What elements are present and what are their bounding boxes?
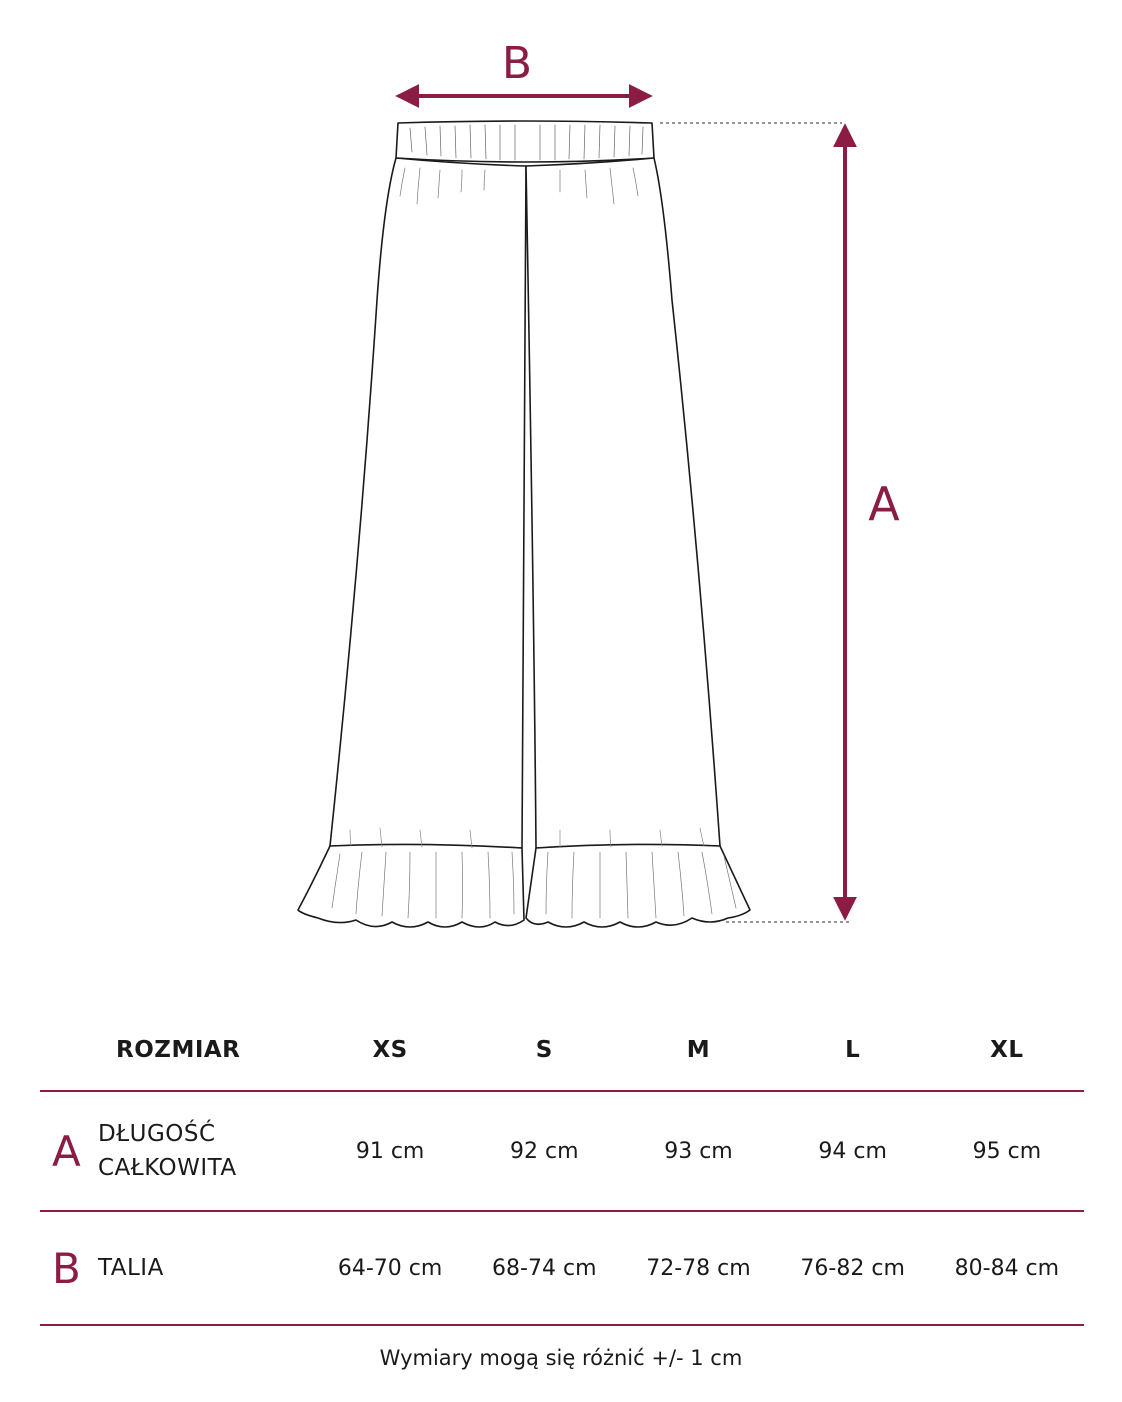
pants-sketch — [298, 121, 750, 927]
size-table — [40, 1010, 1084, 1326]
header-size-xs: XS — [372, 1037, 408, 1063]
row-label-line: CAŁKOWITA — [98, 1155, 237, 1181]
table-cell: 94 cm — [776, 1091, 930, 1211]
length-marker-label: A — [868, 477, 900, 531]
row-label-line: TALIA — [98, 1255, 164, 1281]
table-cell: 91 cm — [313, 1091, 467, 1211]
table-row — [40, 1091, 1084, 1211]
header-size-m: M — [686, 1037, 711, 1063]
row-label — [98, 1211, 313, 1325]
header-size-s: S — [535, 1037, 553, 1063]
table-cell: 80-84 cm — [930, 1211, 1084, 1325]
table-cell: 92 cm — [467, 1091, 621, 1211]
table-cell: 72-78 cm — [621, 1211, 775, 1325]
row-label-line: DŁUGOŚĆ — [98, 1121, 216, 1147]
row-letter: B — [40, 1211, 98, 1325]
table-bottom-rule — [40, 1325, 1084, 1326]
row-letter: A — [40, 1091, 98, 1211]
table-cell: 93 cm — [621, 1091, 775, 1211]
header-size-label: ROZMIAR — [116, 1037, 241, 1063]
header-size-xl: XL — [990, 1037, 1024, 1063]
table-cell: 64-70 cm — [313, 1211, 467, 1325]
table-row — [40, 1211, 1084, 1325]
table-header-row — [40, 1010, 1084, 1091]
footnote: Wymiary mogą się różnić +/- 1 cm — [379, 1346, 743, 1370]
table-cell: 76-82 cm — [776, 1211, 930, 1325]
header-spacer — [40, 1010, 98, 1091]
header-size-l: L — [845, 1037, 861, 1063]
width-marker-label: B — [501, 38, 533, 89]
row-label — [98, 1091, 313, 1211]
table-cell: 95 cm — [930, 1091, 1084, 1211]
table-cell: 68-74 cm — [467, 1211, 621, 1325]
